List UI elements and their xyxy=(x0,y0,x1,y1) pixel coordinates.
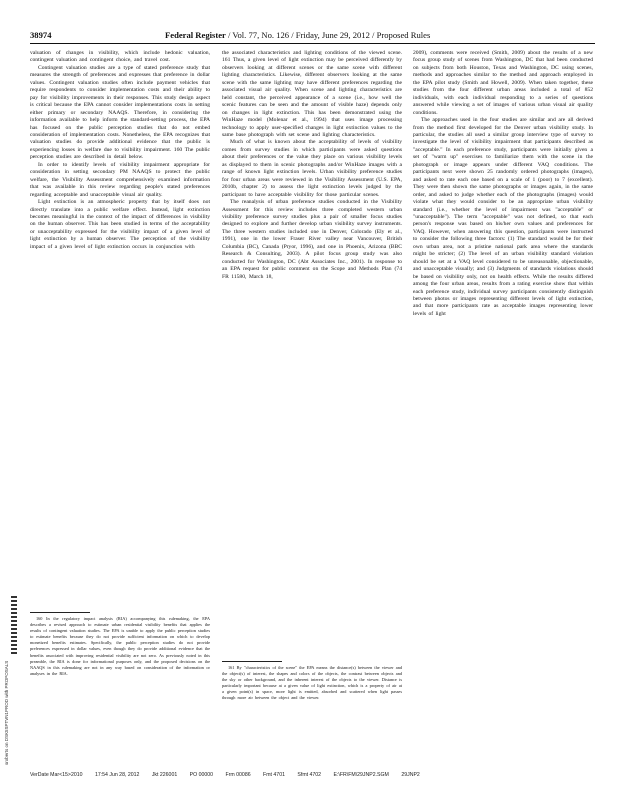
footer-item: 17:54 Jun 28, 2012 xyxy=(94,772,140,778)
paragraph: valuation of changes in visibility, which include hedonic valuation, contingent valuation and contingent choice, and travel cost. xyxy=(30,50,210,64)
footer-item: VerDate Mar<15>2010 xyxy=(30,772,83,778)
paragraph: 2009), comments were received (Smith, 2009) about the results of a new focus group study of scenes from Washington, DC that had been conducted on subjects from both Houston, Texas and Washington, DC using scenes, methods and approaches similar to the method and approach employed in the EPA pilot study (Smith and Howell, 2009). When taken together, these studies from the four different urban areas included a total of 852 individuals, with each individual responding to a series of questions answered while viewing a set of images of various urban visual air quality conditions. xyxy=(413,50,593,116)
footnote-161 xyxy=(222,665,402,702)
margin-note: sroberts on DSK5SPTVN1PROD with PROPOSALS xyxy=(4,660,9,765)
column-1 xyxy=(30,50,210,606)
paragraph: In order to identify levels of visibility impairment appropriate for consideration in setting secondary PM NAAQS to protect the public welfare, the Visibility Assessment comprehensively examined information that was available in this review regarding people's stated preferences regarding acceptable and unacceptable visual air quality. xyxy=(30,161,210,198)
publication-line xyxy=(165,30,430,40)
footnote-160 xyxy=(30,616,210,677)
footer-item: 29JNP2 xyxy=(401,772,420,778)
footnote-text: 160 In the regulatory impact analysis (RIA) accompanying this rulemaking, the EPA describes a revised approach to estimate urban residential visibility benefits that applies the results of contingent valuation studies. The EPA is unable to apply the public perception studies to estimate benefits because they do not provide sufficient information on which to develop monetized benefits estimates. Specifically, the public perception studies do not provide preferences expressed in dollar values, even though they do provide additional evidence that the benefits associated with improving residential visibility are not zero. As previously noted in this preamble, the RIA is done for informational purposes only, and the proposed decisions on the NAAQS in this rulemaking are not in any way based on consideration of the information or analyses in the RIA. xyxy=(30,616,210,676)
footer-item: Jkt 226001 xyxy=(151,772,178,778)
footnote-rule xyxy=(30,612,90,613)
footnote-text: 161 By "characteristics of the scene" the EPA means the distance(s) between the viewer and the object(s) of interest, the shapes and colors of the objects, the contrast between objects and the sky or other background, and the inherent interest of the objects to the viewer. Distance is particularly important because at a given value of light extinction, which is a property of air at a given point(s) in space, more light is emitted, absorbed and scattered when light passes through more air between the object and the viewer. xyxy=(222,665,402,701)
page-footer xyxy=(30,772,595,778)
column-2 xyxy=(222,50,402,655)
paragraph: The approaches used in the four studies are similar and are all derived from the method first developed for the Denver urban visibility study. In particular, the studies all used a similar group interview type of survey to investigate the level of visibility impairment that participants described as "acceptable." In each preference study, participants were initially given a set of "warm up" exercises to familiarize them with the scene in the photograph or image appears under different VAQ conditions. The participants next were shown 25 randomly ordered photographs (images), and asked to rate each one based on a scale of 1 (poor) to 7 (excellent). They were then shown the same photographs or images again, in the same order, and asked to judge whether each of the photographs (images) would violate what they would consider to be an appropriate urban visibility standard (i.e., whether the level of impairment was "acceptable" or "unacceptable"). The term "acceptable" was not defined, so that each person's response was based on his/her own values and preferences for VAQ. However, when answering this question, participants were instructed to consider the following three factors: (1) The standard would be for their own urban area, not a pristine national park area where the standards might be stricter; (2) The level of an urban visibility standard violation should be set at a VAQ level considered to be unreasonable, objectionable, and unacceptable visually; and (3) Judgments of standards violations should be based on visibility only, not on health effects. While the results differed among the four urban areas, results from a rating exercise show that within each preference study, individual survey participants consistently distinguish between photos or images representing different levels of light extinction, and that more participants rate as acceptable images representing lower levels of light xyxy=(413,117,593,317)
paragraph: the associated characteristics and lighting conditions of the viewed scene. 161 Thus, a given level of light extinction may be perceived differently by observers looking at different scenes or the same scene with different lighting characteristics. Likewise, different observers looking at the same scene with the same lighting may have different preferences regarding the associated visual air quality. When scene and lighting characteristics are held constant, the perceived appearance of a scene (i.e., how well the scenic features can be seen and the amount of visible haze) depends only on changes in light extinction. This has been demonstrated using the WinHaze model (Molenar et al., 1994) that uses image processing technology to apply user-specified changes in light extinction values to the same base photograph with set scene and lighting characteristics. xyxy=(222,50,402,138)
paragraph: The reanalysis of urban preference studies conducted in the Visibility Assessment for this review includes three completed western urban visibility preference survey studies plus a pair of smaller focus studies designed to explore and further develop urban visibility survey instruments. The three western studies included one in Denver, Colorado (Ely et al., 1991), one in the lower Fraser River valley near Vancouver, British Columbia (BC), Canada (Pryor, 1996), and one in Phoenix, Arizona (BBC Research & Consulting, 2003). A pilot focus group study was also conducted for Washington, DC (Abt Associates Inc., 2001). In response to an EPA request for public comment on the Scope and Methods Plan (74 FR 11580, March 18, xyxy=(222,199,402,280)
page-number: 38974 xyxy=(30,30,52,40)
volume-info: / Vol. 77, No. 126 / Friday, June 29, 2012 / Proposed Rules xyxy=(228,30,431,40)
margin-barcode xyxy=(11,596,17,656)
publication-title: Federal Register xyxy=(165,30,226,40)
footer-item: Frm 00086 xyxy=(225,772,251,778)
footer-item: PO 00000 xyxy=(189,772,214,778)
footer-item: Sfmt 4702 xyxy=(297,772,322,778)
paragraph: Light extinction is an atmospheric property that by itself does not directly translate into a public welfare effect. Instead, light extinction becomes meaningful in the context of the impact of differences in visibility on the human observer. This has been studied in terms of the acceptability or unacceptability expressed for the visibility impact of a given level of light extinction by a human observer. The perception of the visibility impact of a given level of light extinction occurs in conjunction with xyxy=(30,199,210,250)
footer-item: E:\FR\FM\29JNP2.SGM xyxy=(333,772,389,778)
paragraph: Much of what is known about the acceptability of levels of visibility comes from survey studies in which participants were asked questions about their preferences or the value they place on various visibility levels as displayed to them in scenic photographs and/or WinHaze images with a range of known light extinction levels. Urban visibility preference studies for four urban areas were reviewed in the Visibility Assessment (U.S. EPA, 2010b, chapter 2) to assess the light extinction levels judged by the participant to have acceptable visibility for those particular scenes. xyxy=(222,139,402,198)
header-rule xyxy=(30,43,595,44)
footer-item: Fmt 4701 xyxy=(263,772,285,778)
column-3 xyxy=(413,50,593,798)
page-header xyxy=(30,30,595,44)
paragraph: Contingent valuation studies are a type of stated preference study that measures the strength of preferences and expresses that preference in dollar values. Contingent valuation studies often include payment vehicles that require respondents to consider implementation costs and their ability to pay for visibility improvements in their responses. This study design aspect is critical because the EPA cannot consider implementations costs in setting either primary or secondary NAAQS. Therefore, in considering the information available to help inform the standard-setting process, the EPA has focused on the public perception studies that do not embed consideration of implementation costs. Nonetheless, the EPA recognizes that valuation studies do provide additional evidence that the public is experiencing losses in welfare due to visibility impairment. 160 The public perception studies are described in detail below. xyxy=(30,64,210,161)
footnote-rule xyxy=(222,661,282,662)
